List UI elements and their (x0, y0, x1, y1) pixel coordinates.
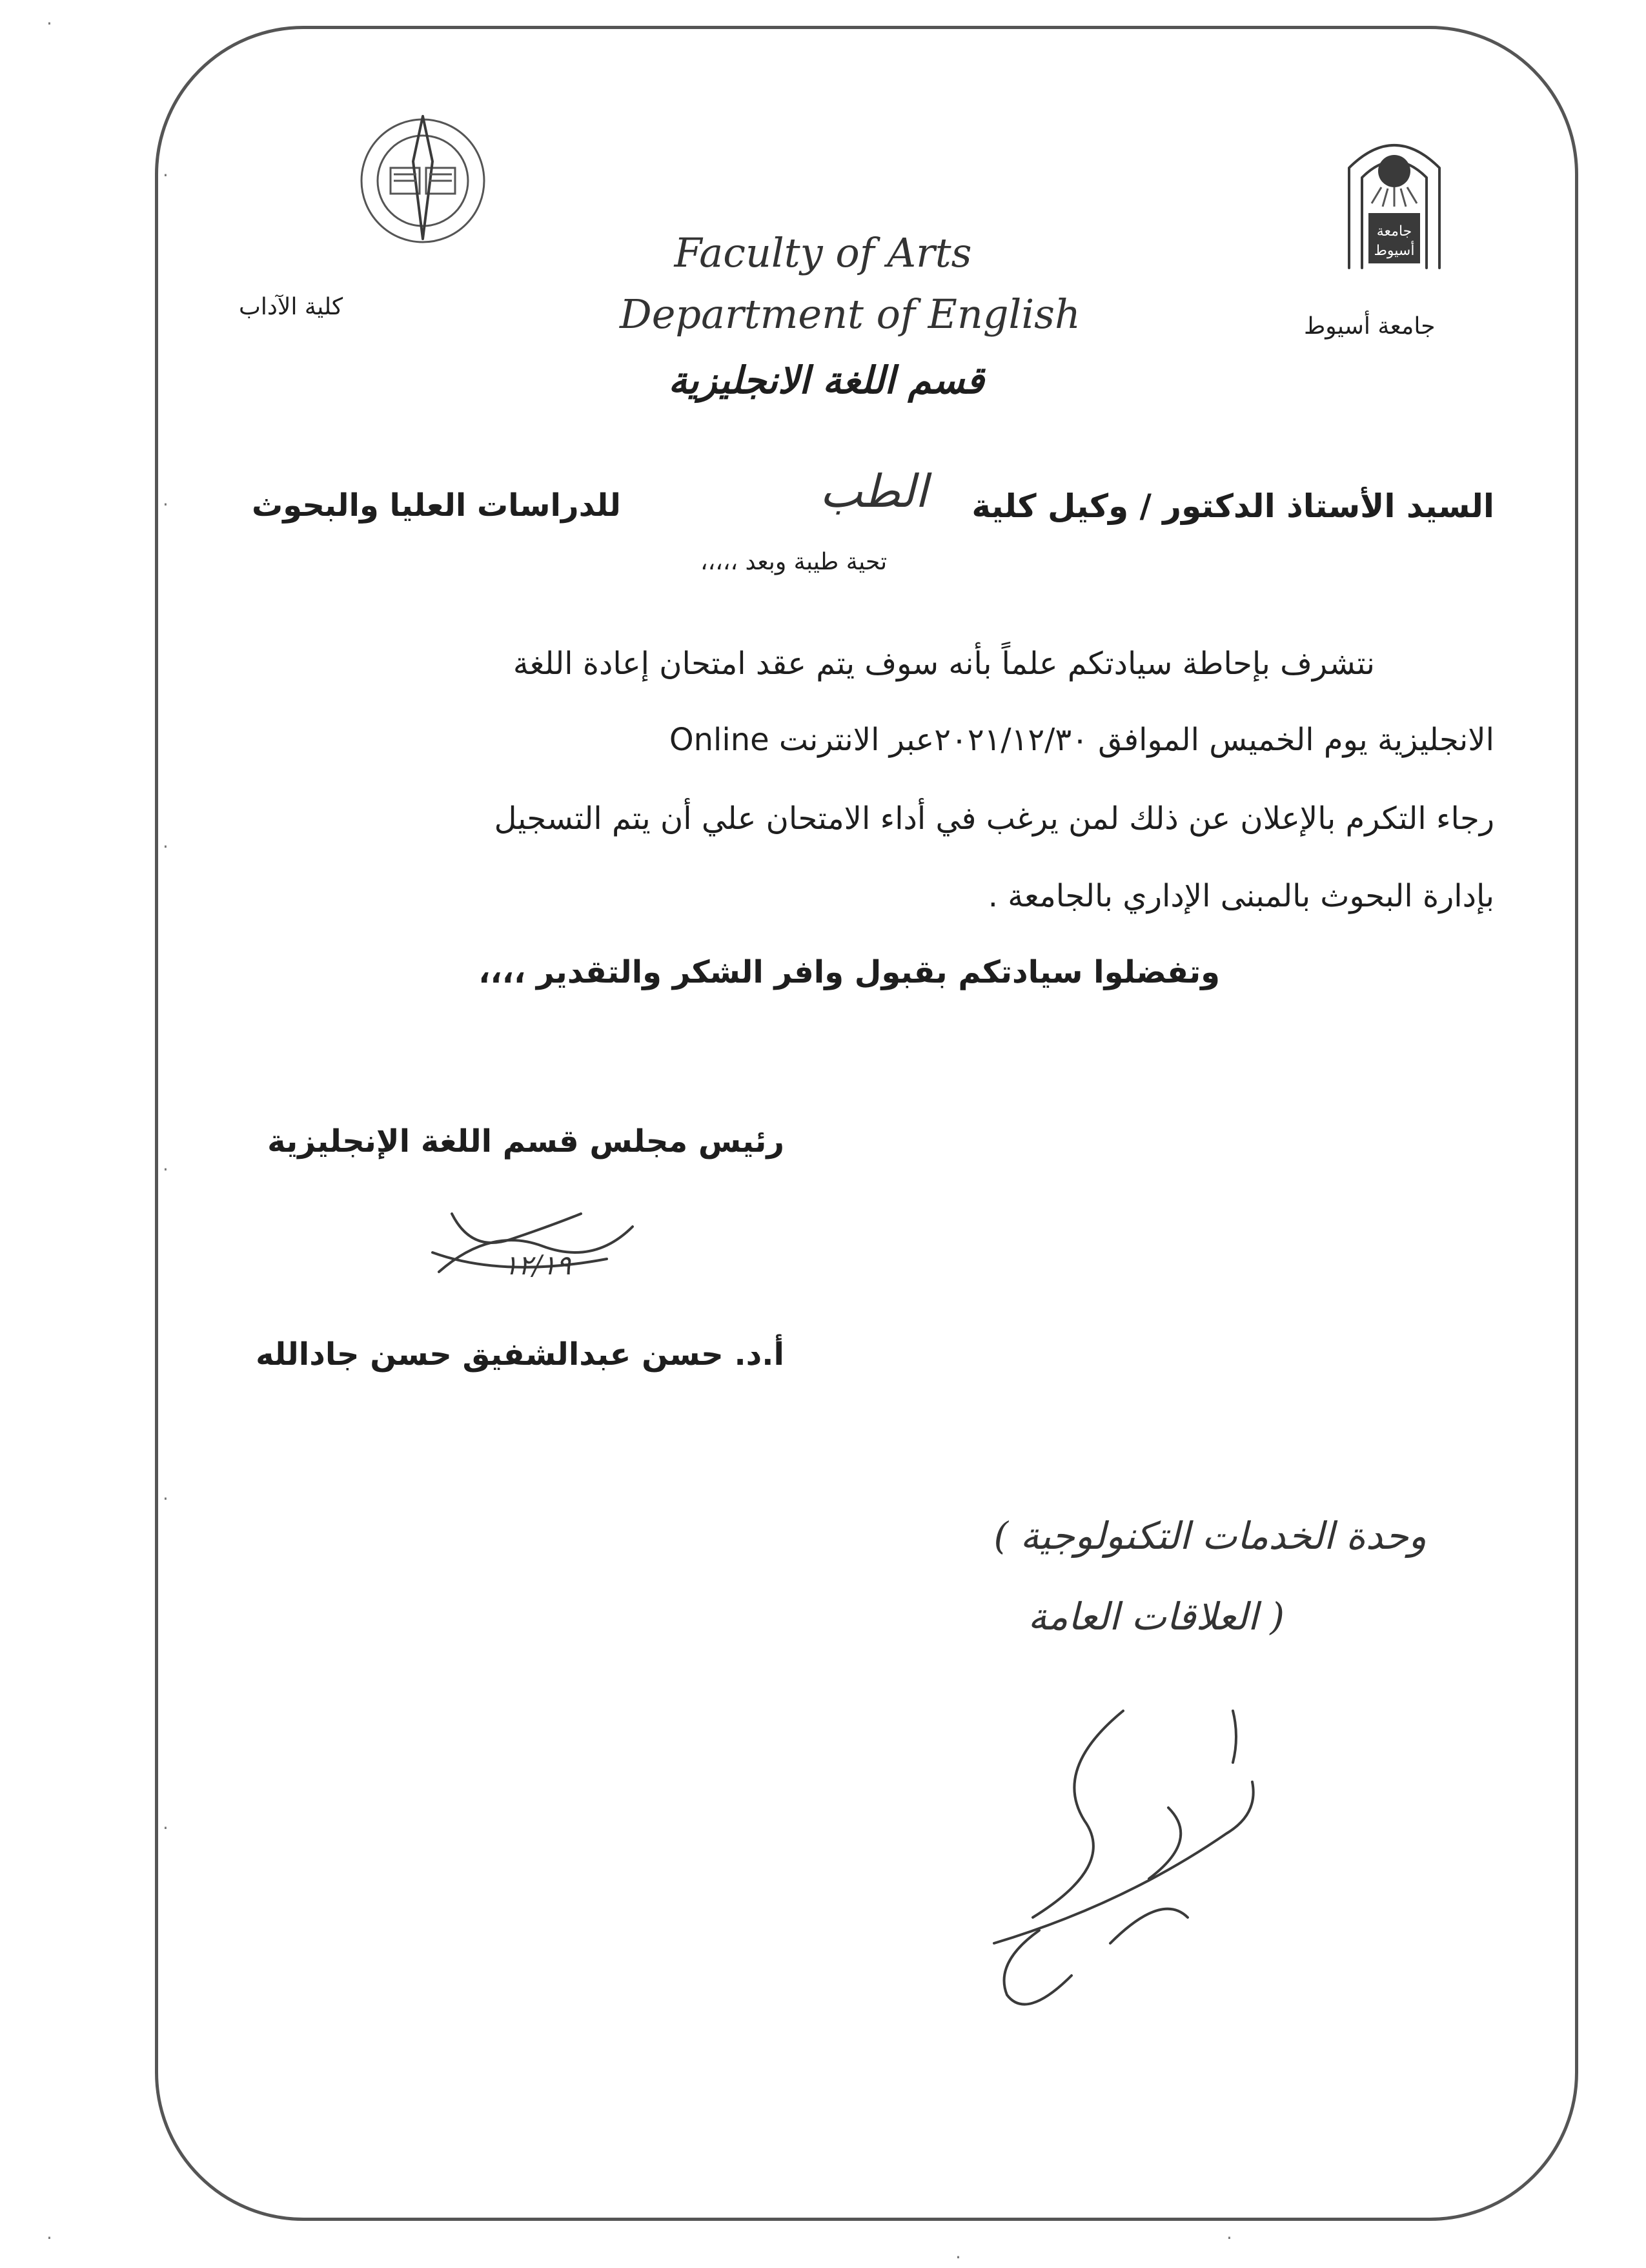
handwritten-initial-scribble-icon (955, 1672, 1278, 2034)
margin-mark: · (163, 836, 168, 857)
addressee-suffix: للدراسات العليا والبحوث (252, 487, 621, 524)
department-title: Department of English (620, 291, 1081, 338)
margin-mark: · (955, 2247, 961, 2268)
body-line-3: رجاء التكرم بالإعلان عن ذلك لمن يرغب في أداء الامتحان علي أن يتم التسجيل (494, 801, 1494, 837)
margin-mark: · (163, 494, 168, 515)
margin-mark: · (46, 13, 52, 34)
department-title-arabic: قسم اللغة الانجليزية (668, 358, 984, 402)
closing-line: وتفضلوا سيادتكم بقبول وافر الشكر والتقدير ،،،، (478, 954, 1220, 990)
margin-mark: · (1226, 2227, 1232, 2249)
handwritten-note-line-2: ( العلاقات العامة (1028, 1595, 1285, 1639)
addressee-faculty-handwritten: الطب (820, 465, 928, 518)
margin-mark: · (46, 2227, 52, 2249)
addressee-prefix: السيد الأستاذ الدكتور / وكيل كلية (971, 487, 1494, 525)
right-logo-caption: جامعة أسيوط (1304, 313, 1436, 340)
handwritten-note-line-1: وحدة الخدمات التكنولوجية ) (993, 1514, 1427, 1558)
svg-text:أسيوط: أسيوط (1374, 243, 1415, 259)
margin-mark: · (163, 1817, 168, 1839)
greeting: تحية طيبة وبعد ،،،،، (700, 549, 888, 575)
margin-mark: · (163, 165, 168, 186)
signatory-name: أ.د. حسن عبدالشفيق حسن جادالله (256, 1336, 784, 1373)
signature-date-handwritten: ١٢/١٩ (503, 1249, 571, 1281)
margin-mark: · (163, 1488, 168, 1509)
body-line-4: بإدارة البحوث بالمبنى الإداري بالجامعة . (988, 878, 1494, 914)
faculty-title: Faculty of Arts (674, 229, 972, 276)
left-logo-caption: كلية الآداب (239, 294, 343, 320)
signature-title: رئيس مجلس قسم اللغة الإنجليزية (267, 1123, 784, 1160)
svg-text:جامعة: جامعة (1376, 223, 1412, 240)
body-line-1: نتشرف بإحاطة سيادتكم علماً بأنه سوف يتم عقد امتحان إعادة اللغة (513, 646, 1375, 682)
margin-mark: · (163, 1159, 168, 1180)
body-line-2: الانجليزية يوم الخميس الموافق ٢٠٢١/١٢/٣٠عبر الانترنت Online (669, 722, 1494, 758)
